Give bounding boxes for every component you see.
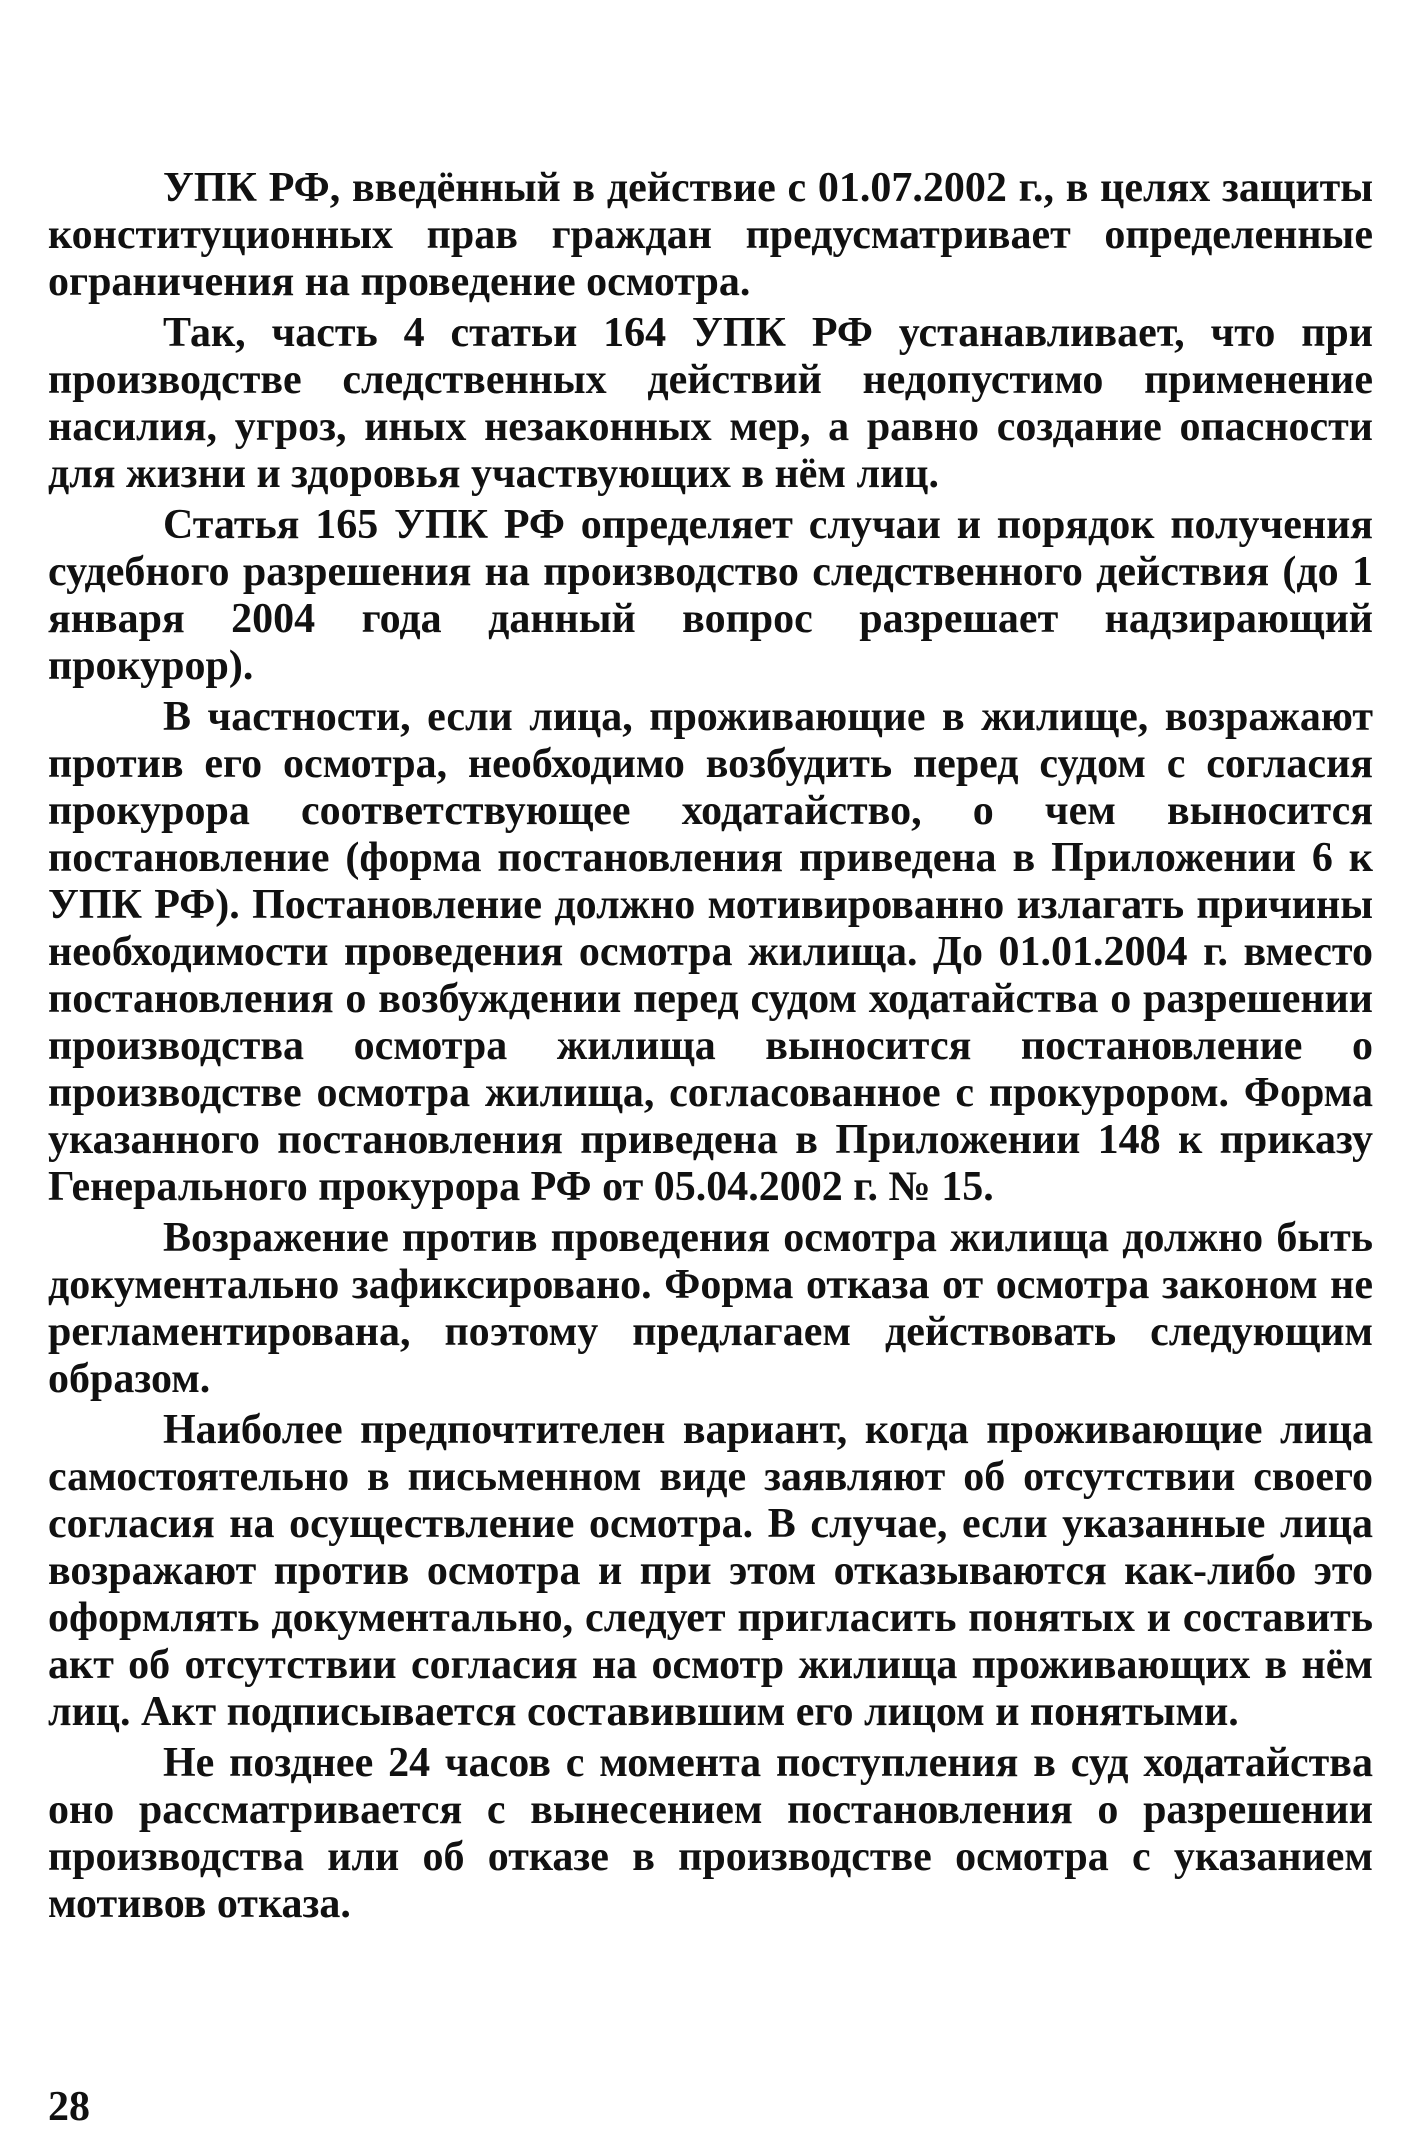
paragraph-4: В частности, если лица, проживающие в жилище, возражают против его осмотра, необходимо возбудить перед судом с согласия прокурора соответствующее ходатайство, о чем выносится постановление (форма постановления приведена в Приложении 6 к УПК РФ). Постановление должно мотивированно излагать причины необходимости проведения осмотра жилища. До 01.01.2004 г. вместо постановления о возбуждении перед судом ходатайства о разрешении производства осмотра жилища выносится постановление о производстве осмотра жилища, согласованное с прокурором. Форма указанного постановления приведена в Приложении 148 к приказу Генерального прокурора РФ от 05.04.2002 г. № 15. xyxy=(48,694,1373,1210)
paragraph-3: Статья 165 УПК РФ определяет случаи и порядок получения судебного разрешения на производство следственного действия (до 1 января 2004 года данный вопрос разрешает надзирающий прокурор). xyxy=(48,502,1373,689)
paragraph-1: УПК РФ, введённый в действие с 01.07.2002 г., в целях защиты конституционных прав граждан предусматривает определенные ограничения на проведение осмотра. xyxy=(48,165,1373,305)
paragraph-7: Не позднее 24 часов с момента поступления в суд ходатайства оно рассматривается с вынесением постановления о разрешении производства или об отказе в производстве осмотра с указанием мотивов отказа. xyxy=(48,1740,1373,1927)
paragraph-6: Наиболее предпочтителен вариант, когда проживающие лица самостоятельно в письменном виде заявляют об отсутствии своего согласия на осуществление осмотра. В случае, если указанные лица возражают против осмотра и при этом отказываются как-либо это оформлять документально, следует пригласить понятых и составить акт об отсутствии согласия на осмотр жилища проживающих в нём лиц. Акт подписывается составившим его лицом и понятыми. xyxy=(48,1407,1373,1735)
page-number: 28 xyxy=(48,2084,90,2130)
page-body xyxy=(48,165,1373,1932)
paragraph-2: Так, часть 4 статьи 164 УПК РФ устанавливает, что при производстве следственных действий недопустимо применение насилия, угроз, иных незаконных мер, а равно создание опасности для жизни и здоровья участвующих в нём лиц. xyxy=(48,310,1373,497)
paragraph-5: Возражение против проведения осмотра жилища должно быть документально зафиксировано. Форма отказа от осмотра законом не регламентирована, поэтому предлагаем действовать следующим образом. xyxy=(48,1215,1373,1402)
